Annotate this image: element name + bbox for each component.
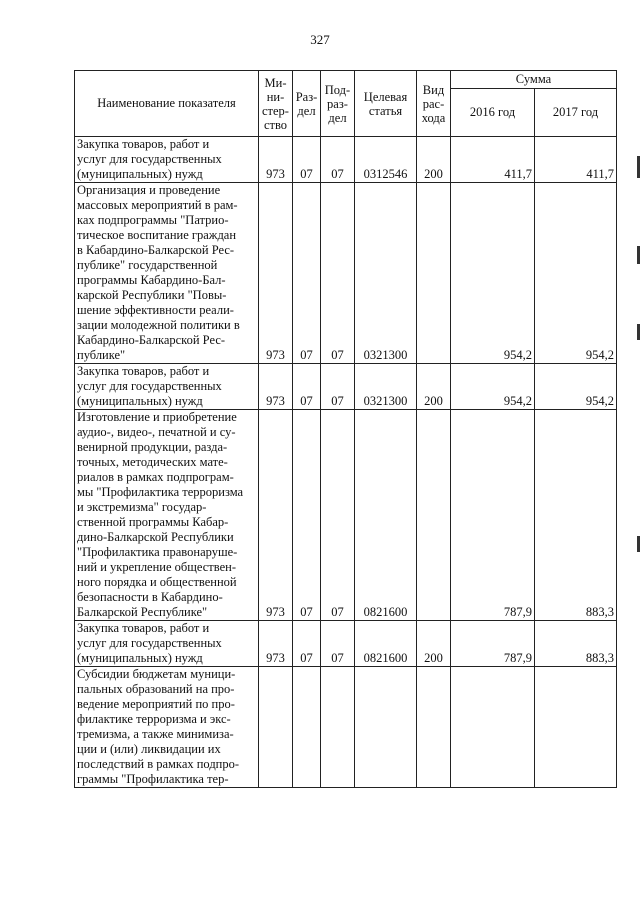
cell-2016: 954,2: [451, 183, 535, 364]
cell-subsection: 07: [321, 621, 355, 667]
cell-name: Закупка товаров, работ и услуг для государственных (муниципальных) нужд: [75, 364, 259, 410]
cell-2017: 954,2: [535, 364, 617, 410]
cell-2017: 954,2: [535, 183, 617, 364]
cell-section: 07: [293, 137, 321, 183]
cell-target: 0821600: [355, 410, 417, 621]
cell-section: [293, 667, 321, 788]
cell-subsection: 07: [321, 410, 355, 621]
cell-name: Субсидии бюджетам муници- пальных образований на про- ведение мероприятий по про- филактике терроризма и экс- тремизма, а также минимиза- ции и (или) ликвидации их последствий в рамках подпро- граммы "Профилактика тер-: [75, 667, 259, 788]
budget-table: [74, 70, 617, 788]
cell-subsection: [321, 667, 355, 788]
cell-ministry: 973: [259, 364, 293, 410]
cell-ministry: [259, 667, 293, 788]
cell-2017: 883,3: [535, 621, 617, 667]
cell-type: [417, 667, 451, 788]
cell-subsection: 07: [321, 183, 355, 364]
table-row: [75, 183, 617, 364]
cell-type: 200: [417, 137, 451, 183]
cell-2016: 787,9: [451, 410, 535, 621]
header-subsection: Под- раз- дел: [321, 71, 355, 137]
cell-type: [417, 183, 451, 364]
header-target: Целевая статья: [355, 71, 417, 137]
table-row: [75, 621, 617, 667]
table-row: [75, 137, 617, 183]
cell-name: Изготовление и приобретение аудио-, видео-, печатной и су- венирной продукции, разда- точных, методических мате- риалов в рамках подпрограм- мы "Профилактика терроризма и экстремизма" государ- ственной программы Кабар- дино-Балкарской Республики "Профилактика правонаруше- ний и укрепление обществен- ного порядка и общественной безопасности в Кабардино- Балкарской Республике": [75, 410, 259, 621]
cell-type: [417, 410, 451, 621]
cell-ministry: 973: [259, 183, 293, 364]
cell-2017: [535, 667, 617, 788]
table-row: [75, 667, 617, 788]
cell-target: 0312546: [355, 137, 417, 183]
cell-type: 200: [417, 364, 451, 410]
cell-target: 0321300: [355, 183, 417, 364]
header-type: Вид рас- хода: [417, 71, 451, 137]
cell-target: 0821600: [355, 621, 417, 667]
cell-section: 07: [293, 410, 321, 621]
cell-2016: 954,2: [451, 364, 535, 410]
cell-2017: 883,3: [535, 410, 617, 621]
cell-section: 07: [293, 183, 321, 364]
cell-section: 07: [293, 364, 321, 410]
cell-name: Закупка товаров, работ и услуг для государственных (муниципальных) нужд: [75, 621, 259, 667]
header-name: Наименование показателя: [75, 71, 259, 137]
cell-target: 0321300: [355, 364, 417, 410]
cell-name: Организация и проведение массовых мероприятий в рам- ках подпрограммы "Патрио- тическое воспитание граждан в Кабардино-Балкарской Рес- публике" государственной программы Кабардино-Бал- карской Республики "Повы- шение эффективности реали- зации молодежной политики в Кабардино-Балкарской Рес- публике": [75, 183, 259, 364]
cell-type: 200: [417, 621, 451, 667]
table-row: [75, 410, 617, 621]
cell-2016: 411,7: [451, 137, 535, 183]
table-row: [75, 364, 617, 410]
cell-ministry: 973: [259, 137, 293, 183]
header-sum: Сумма: [451, 71, 617, 89]
cell-2017: 411,7: [535, 137, 617, 183]
header-2016: 2016 год: [451, 89, 535, 137]
cell-subsection: 07: [321, 137, 355, 183]
cell-ministry: 973: [259, 410, 293, 621]
header-2017: 2017 год: [535, 89, 617, 137]
cell-2016: 787,9: [451, 621, 535, 667]
page-number: 327: [310, 32, 330, 47]
cell-name: Закупка товаров, работ и услуг для государственных (муниципальных) нужд: [75, 137, 259, 183]
cell-2016: [451, 667, 535, 788]
header-ministry: Ми- ни- стер- ство: [259, 71, 293, 137]
cell-target: [355, 667, 417, 788]
cell-ministry: 973: [259, 621, 293, 667]
cell-subsection: 07: [321, 364, 355, 410]
cell-section: 07: [293, 621, 321, 667]
header-section: Раз- дел: [293, 71, 321, 137]
